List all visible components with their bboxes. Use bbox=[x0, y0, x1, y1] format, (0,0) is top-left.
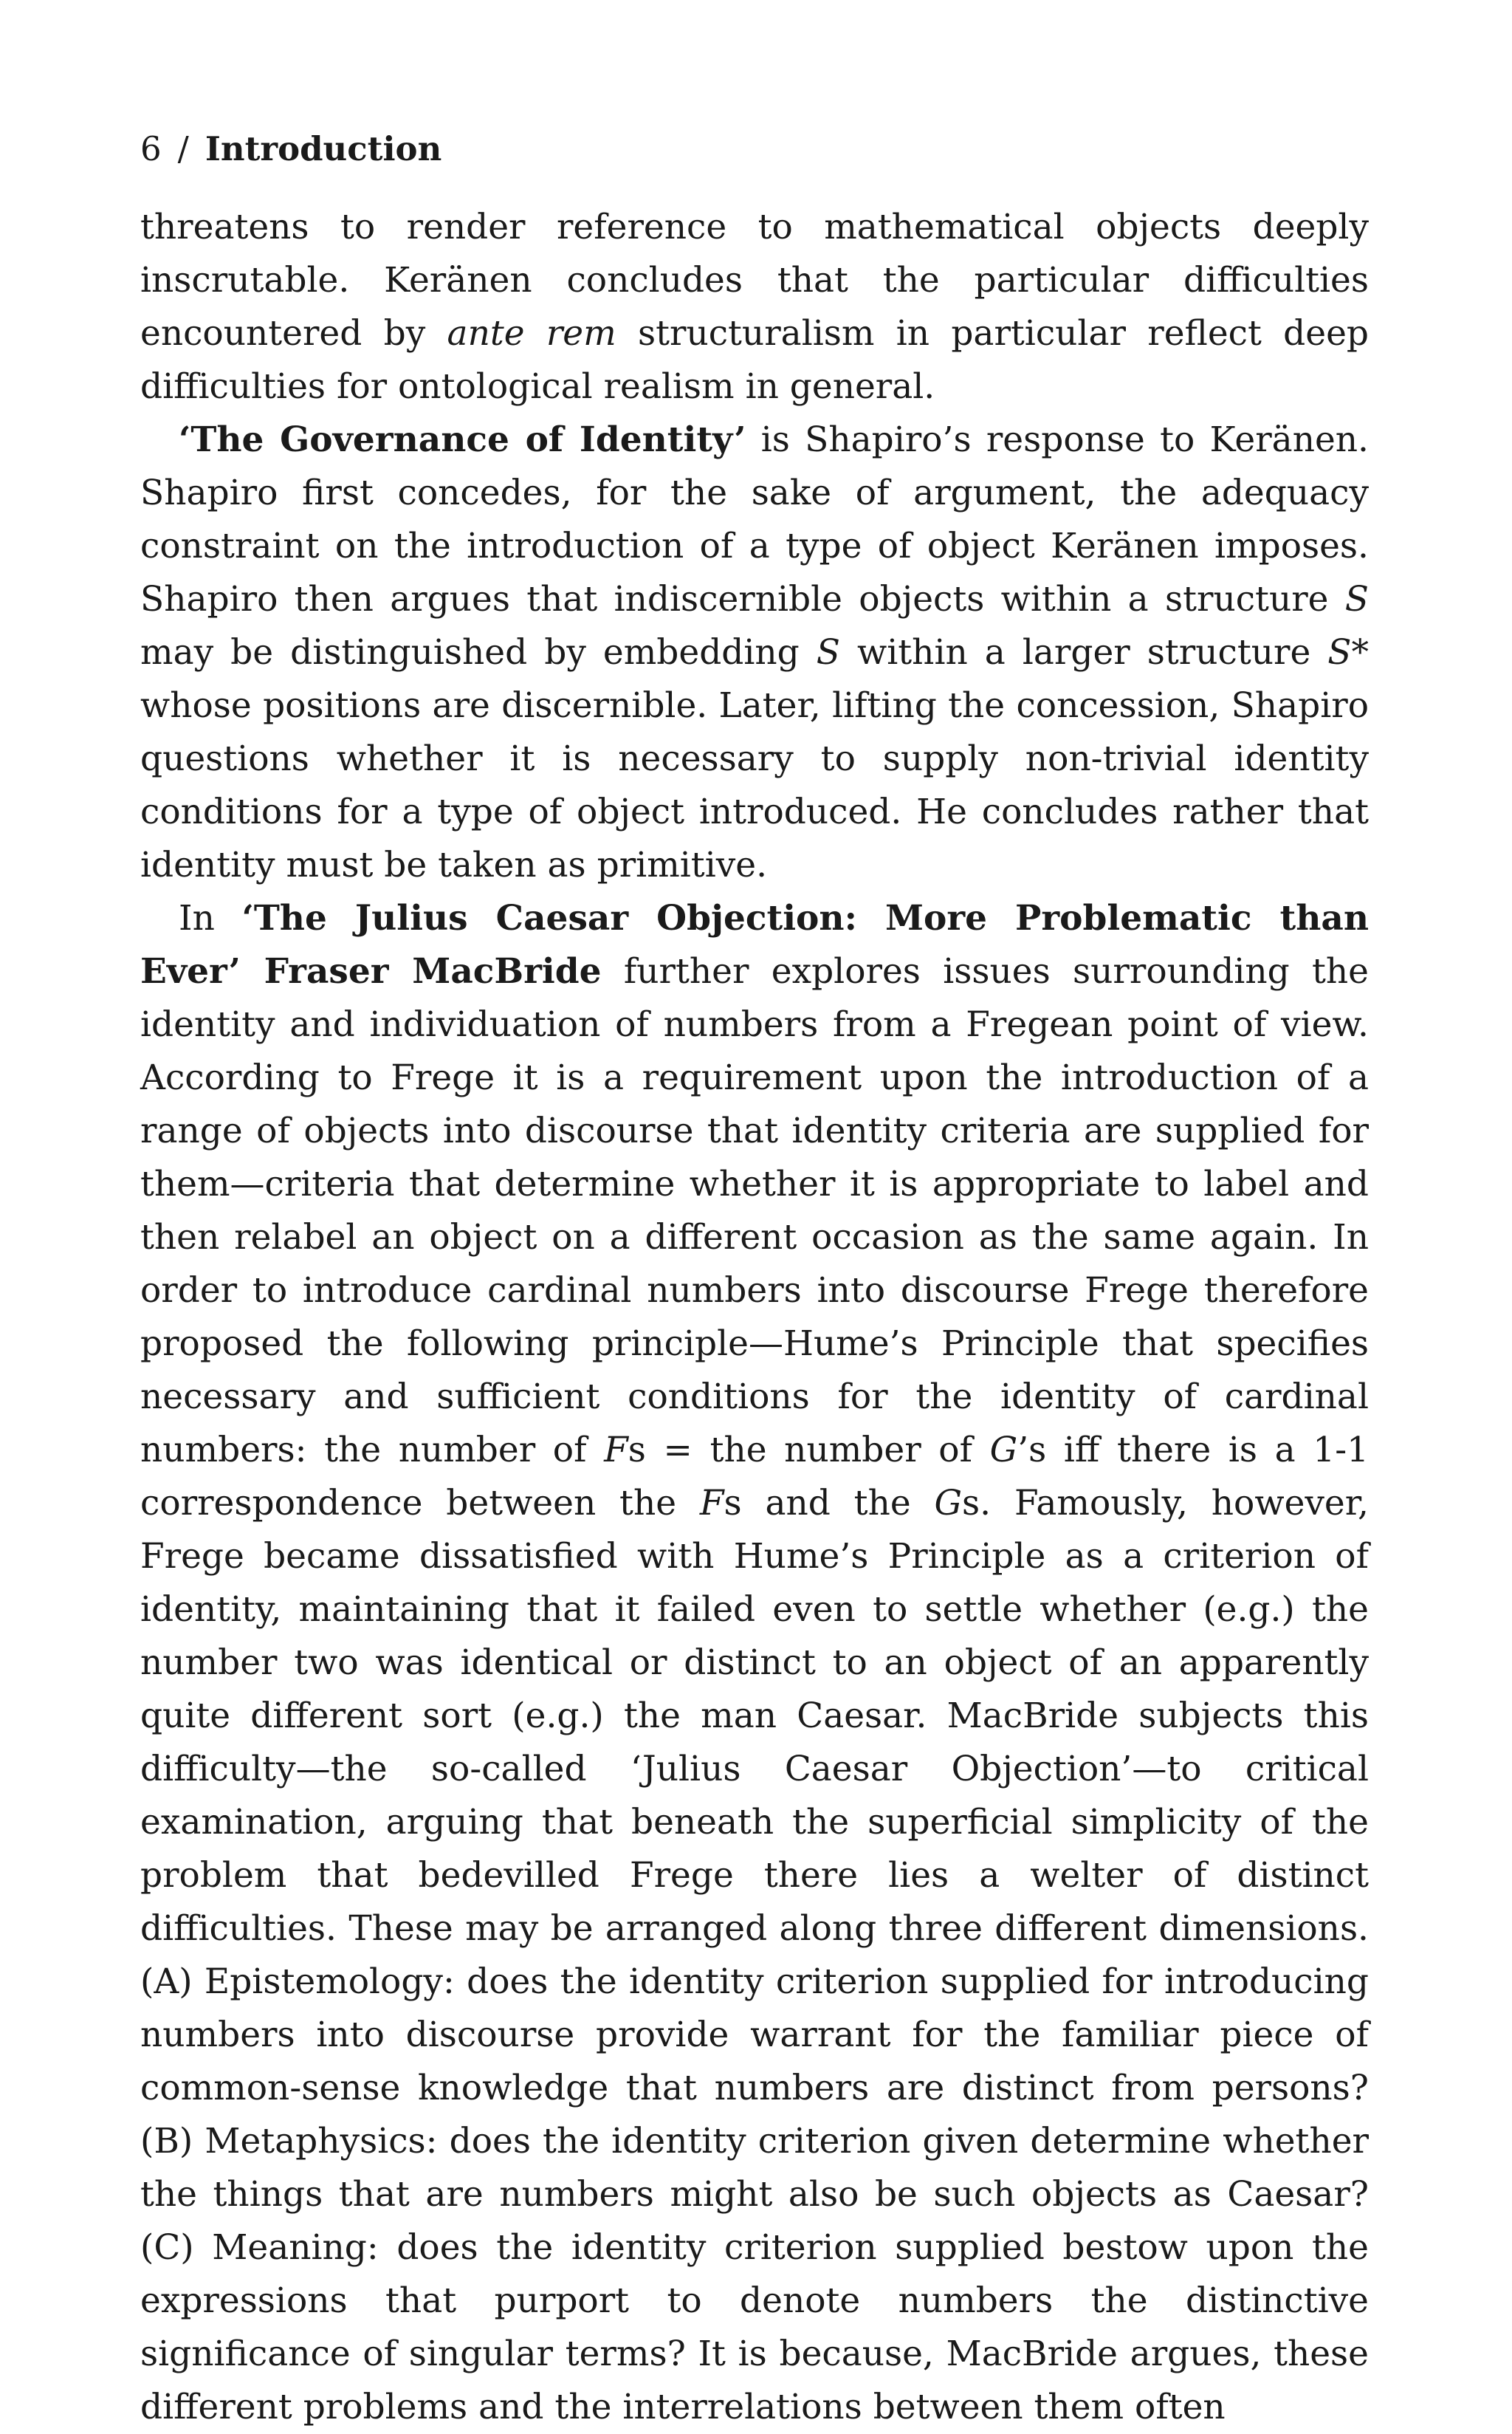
text-run: may be distinguished by embedding bbox=[140, 632, 817, 673]
book-page bbox=[140, 127, 1369, 2434]
italic-variable: S bbox=[1344, 579, 1369, 620]
text-run: is Shapiro’s response to Keränen. Shapiro first concedes, for the sake of argument, the adequacy constraint on the introduction of a type of object Keränen imposes. Shapiro then argues that indiscernible objects within a structure bbox=[140, 419, 1369, 620]
essay-title-macbride: ‘The Julius Caesar Objection: More Problematic than Ever’ Fraser MacBride bbox=[140, 898, 1369, 992]
paragraph-2 bbox=[140, 414, 1369, 892]
text-run: structuralism in particular reflect deep difficulties for ontological realism in general. bbox=[140, 313, 1369, 407]
chapter-title: Introduction bbox=[205, 129, 442, 168]
paragraph-3 bbox=[140, 892, 1369, 2434]
text-run: further explores issues surrounding the identity and individuation of numbers from a Fregean point of view. According to Frege it is a requirement upon the introduction of a range of objects into discourse that identity criteria are supplied for them—criteria that determine whether it is appropriate to label and then relabel an object on a different occasion as the same again. In order to introduce cardinal numbers into discourse Frege therefore proposed the following principle—Hume’s Principle that specifies necessary and sufficient conditions for the identity of cardinal numbers: the number of bbox=[140, 951, 1369, 1470]
text-run: ’s iff there is a 1-1 correspondence between the bbox=[140, 1430, 1369, 1523]
italic-variable: F bbox=[699, 1483, 724, 1523]
italic-variable: G bbox=[934, 1483, 963, 1523]
italic-variable: F bbox=[604, 1430, 628, 1470]
italic-variable: S* bbox=[1327, 632, 1369, 673]
italic-variable: G bbox=[989, 1430, 1018, 1470]
header-separator: / bbox=[177, 129, 189, 168]
text-run: s. Famously, however, Frege became dissatisfied with Hume’s Principle as a criterion of identity, maintaining that it failed even to settle whether (e.g.) the number two was identical or distinct to an object of an apparently quite different sort (e.g.) the man Caesar. MacBride subjects this difficulty—the so-called ‘Julius Caesar Objection’—to critical examination, arguing that beneath the superficial simplicity of the problem that bedevilled Frege there lies a welter of distinct difficulties. These may be arranged along three different dimensions. (A) Epistemology: does the identity criterion supplied for introducing numbers into discourse provide warrant for the familiar piece of common-sense knowledge that numbers are distinct from persons? (B) Metaphysics: does the identity criterion given determine whether the things that are numbers might also be such objects as Caesar? (C) Meaning: does the identity criterion supplied bestow upon the expressions that purport to denote numbers the distinctive significance of singular terms? It is because, MacBride argues, these different problems and the interrelations between them often bbox=[140, 1483, 1369, 2427]
running-head bbox=[140, 127, 1369, 171]
italic-variable: S bbox=[816, 632, 840, 673]
paragraph-1 bbox=[140, 201, 1369, 414]
text-run: whose positions are discernible. Later, lifting the concession, Shapiro questions whether it is necessary to supply non-trivial identity conditions for a type of object introduced. He concludes rather that identity must be taken as primitive. bbox=[140, 685, 1369, 885]
essay-title-shapiro: ‘The Governance of Identity’ bbox=[179, 419, 746, 460]
text-run: s = the number of bbox=[628, 1430, 990, 1470]
text-run: threatens to render reference to mathematical objects deeply inscrutable. Keränen concludes that the particular difficulties encountered by bbox=[140, 207, 1369, 354]
text-run: within a larger structure bbox=[840, 632, 1328, 673]
text-run: s and the bbox=[724, 1483, 935, 1523]
page-number: 6 bbox=[140, 129, 162, 168]
italic-term: ante rem bbox=[447, 313, 616, 354]
text-run: In bbox=[179, 898, 242, 939]
